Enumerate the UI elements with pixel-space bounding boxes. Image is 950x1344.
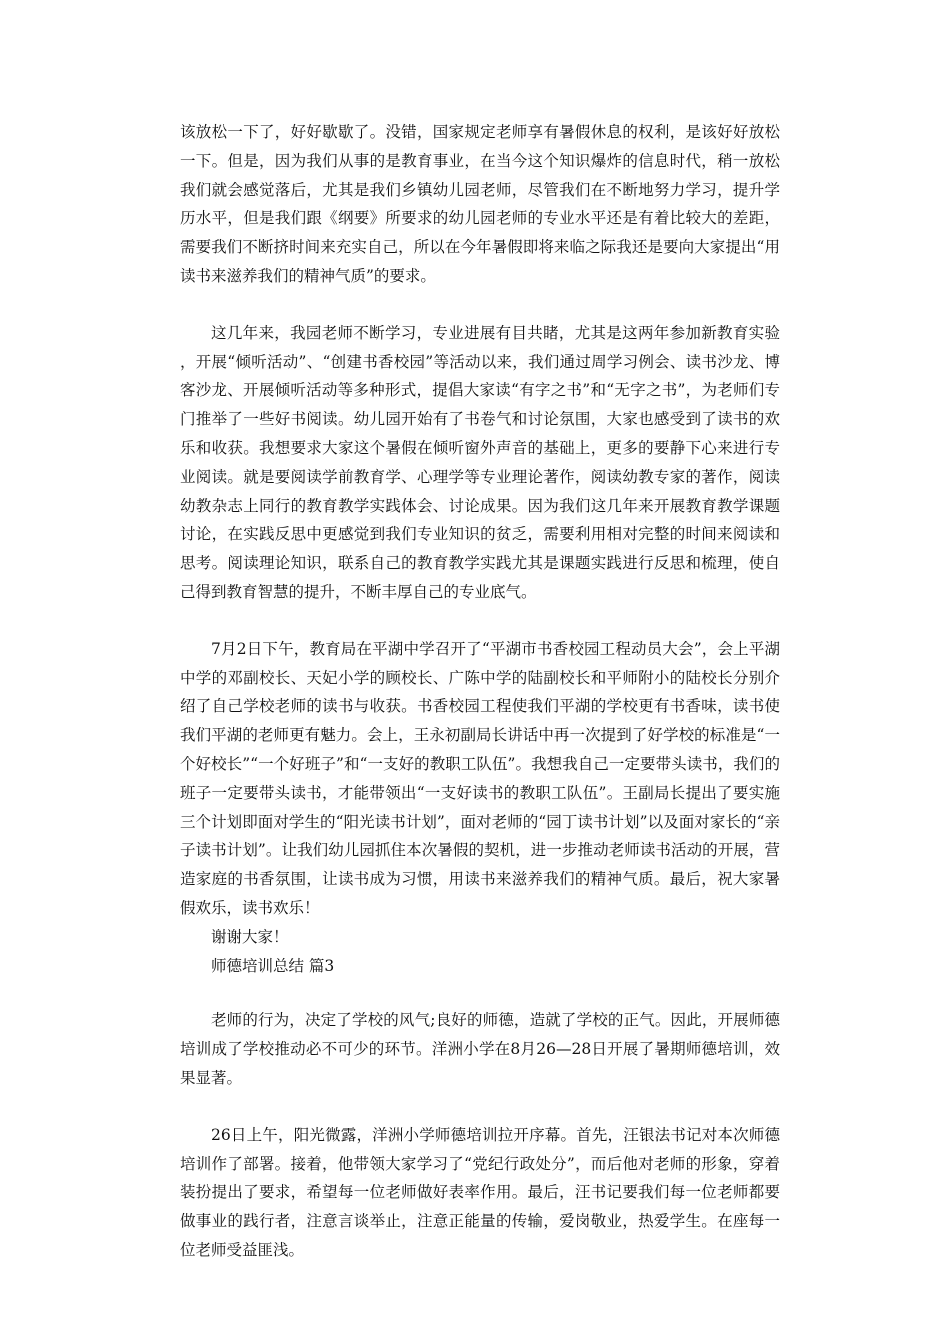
paragraph-meeting-report: 7月2日下午，教育局在平湖中学召开了“平湖市书香校园工程动员大会”，会上平湖中学的邓副校长、天妃小学的顾校长、广陈中学的陆副校长和平师附小的陆校长分别介绍了自己学校老师的读书与收获。书香校园工程使我们平湖的学校更有书香味，读书使我们平湖的老师更有魅力。会上，王永初副局长讲话中再一次提到了好学校的标准是“一个好校长”“一个好班子”和“一支好的教职工队伍”。我想我自己一定要带头读书，我们的班子一定要带头读书，才能带领出“一支好读书的教职工队伍”。王副局长提出了要实施三个计划即面对学生的“阳光读书计划”，面对老师的“园丁读书计划”以及面对家长的“亲子读书计划”。让我们幼儿园抓住本次暑假的契机，进一步推动老师读书活动的开展，营造家庭的书香氛围，让读书成为习惯，用读书来滋养我们的精神气质。最后，祝大家暑假欢乐，读书欢乐！ [180,639,780,917]
paragraph-training-day: 26日上午，阳光微露，洋洲小学师德培训拉开序幕。首先，汪银法书记对本次师德培训作了部署。接着，他带领大家学习了“党纪行政处分”，而后他对老师的形象，穿着装扮提出了要求，希望每一位老师做好表率作用。最后，汪书记要我们每一位老师都要做事业的践行者，注意言谈举止，注意正能量的传输，爱岗敬业，热爱学生。在座每一位老师受益匪浅。 [180,1125,780,1259]
closing-thanks: 谢谢大家！ [211,927,289,946]
paragraph-continuation: 该放松一下了，好好歇歇了。没错，国家规定老师享有暑假休息的权利，是该好好放松一下。但是，因为我们从事的是教育事业，在当今这个知识爆炸的信息时代，稍一放松我们就会感觉落后，尤其是我们乡镇幼儿园老师，尽管我们在不断地努力学习，提升学历水平，但是我们跟《纲要》所要求的幼儿园老师的专业水平还是有着比较大的差距，需要我们不断挤时间来充实自己，所以在今年暑假即将来临之际我还是要向大家提出“用读书来滋养我们的精神气质”的要求。 [180,123,780,285]
section-heading: 师德培训总结 篇3 [211,956,335,975]
document-page [180,118,780,1265]
paragraph-teacher-conduct: 老师的行为，决定了学校的风气;良好的师德，造就了学校的正气。因此，开展师德培训成了学校推动必不可少的环节。洋洲小学在8月26—28日开展了暑期师德培训，效果显著。 [180,1011,780,1087]
paragraph-reading-practice: 这几年来，我园老师不断学习，专业进展有目共睹，尤其是这两年参加新教育实验，开展“倾听活动”、“创建书香校园”等活动以来，我们通过周学习例会、读书沙龙、博客沙龙、开展倾听活动等多种形式，提倡大家读“有字之书”和“无字之书”，为老师们专门推举了一些好书阅读。幼儿园开始有了书卷气和讨论氛围，大家也感受到了读书的欢乐和收获。我想要求大家这个暑假在倾听窗外声音的基础上，更多的要静下心来进行专业阅读。就是要阅读学前教育学、心理学等专业理论著作，阅读幼教专家的著作，阅读幼教杂志上同行的教育教学实践体会、讨论成果。因为我们这几年来开展教育教学课题讨论，在实践反思中更感觉到我们专业知识的贫乏，需要利用相对完整的时间来阅读和思考。阅读理论知识，联系自己的教育教学实践尤其是课题实践进行反思和梳理，使自己得到教育智慧的提升，不断丰厚自己的专业底气。 [180,323,780,601]
